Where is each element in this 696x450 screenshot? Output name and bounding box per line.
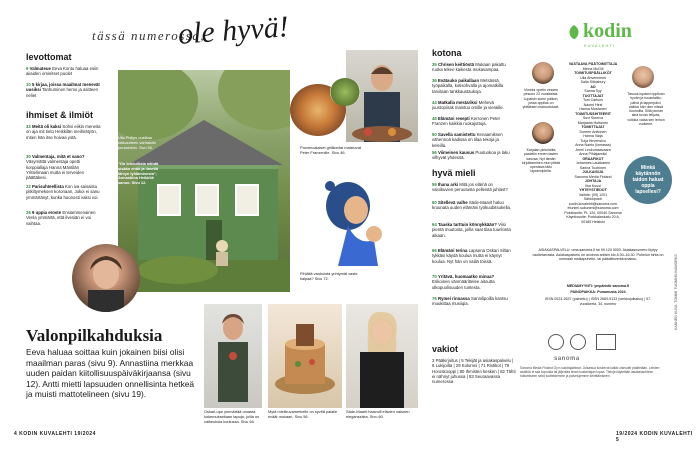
cta-circle [624, 156, 672, 204]
item-title: Matkalla mestariksi [437, 100, 478, 105]
item-title: 9 uppia eroste [31, 210, 62, 215]
photo-sade-maarit [346, 304, 418, 408]
staff-name: Marjaana Huttunen [577, 120, 609, 125]
item-desc: Kerronen Peter Franzen kaikkia ruokajuttuja. [432, 116, 501, 127]
page-number: 26 [26, 210, 31, 215]
toc-item [432, 116, 512, 127]
sanoma-logo: sanoma [554, 356, 580, 362]
item-desc: Mehevä juustopiirak maistuu omille ja vieraille. [432, 100, 504, 111]
staff-name: Johannes Laukkanen [575, 161, 611, 165]
item-desc: Metsässä, työpaikalla, kotisohvalla ja ajomatkilla tarvitaan tankkaustaukoja. [432, 78, 504, 94]
item-desc: Väsymättä valmentaja opetti korppiallaja Hanna Mäntilän Yrittelimaan mutta ei terveiden päättäkesi. [26, 159, 85, 181]
staff-name: Jenni Leukumaavaara [575, 147, 611, 152]
staff-name: Anna Nanto (lomassa) [575, 143, 611, 147]
caption-quote: "On lohdullista nähdä sisään ehtiä ja ilmeitä lähiyn lyhtämisesta", Annastiina Heikkilä sanoo. Sivu 12. [118, 161, 159, 186]
item-title: Sitellevä valhe [437, 200, 468, 205]
caption-mielikuva: Mytä mielikuvamerkelle on syvitä palaile eväät mukaan. Sivu 56. [268, 409, 338, 419]
caption-plain: Pihläiiä vanhoista ynhtymät vaste kaipaa? Sivu 72. [300, 271, 358, 281]
staff-name: Käyntiosoite: Porkkalankatu 20 A, 00180 Helsinki [566, 215, 620, 224]
item-desc: Mitä jos elämä on valoikuvien peruutusta pelleistä juhlast? [432, 182, 508, 193]
item-desc: Mukaan pakattu ruoka tekee kaikesta mukavampaa. [432, 62, 506, 73]
media-sales: MEDIAMYYNTI: ympäristö sanoma.fi [566, 284, 630, 288]
page-number: 22 [26, 184, 31, 189]
toc-item [26, 66, 102, 77]
page-number: 56 [432, 150, 437, 155]
toc-item [432, 78, 512, 94]
item-title: Ihana arki [437, 182, 459, 187]
toc-item [26, 184, 102, 200]
toc-item [432, 100, 512, 111]
staff-heading: TOIMITUSSIHTEERIT [575, 111, 611, 116]
vakiot-list: 3 Pääkirjoitus | 5 Tekijät ja asiakaspalvelu | 6 Lukijoilta | 29 Kolumni | 71 Ristikot | 79 Horoskooppi | 80 Ihmisten kesken | 82 Tähti ei nähnyt juhussa | 83 Seuraavassa numerossa [432, 358, 516, 385]
staff-heading: GRAAFIKOT [582, 156, 604, 161]
item-desc: Kenaamiksen vähennoä kadissa on tilaa tekoja ja keleilla. [432, 132, 503, 148]
header-script: ole hyvä! [176, 10, 290, 51]
toc-item [432, 150, 512, 161]
staff-heading: JULKAISIJA [582, 170, 604, 174]
logo-name: kodin [583, 20, 632, 42]
section-title-ihmiset-ilmiot: ihmiset & ilmiöt [26, 110, 94, 120]
page-number: 36 [432, 78, 437, 83]
toc-item [432, 274, 512, 290]
toc-item [432, 132, 512, 148]
page-number: 10 [26, 82, 31, 87]
item-title: Meitä oli kaksi [31, 124, 62, 129]
staff-heading: TUOTTAJAT [582, 93, 604, 98]
page-number: 76 [432, 296, 437, 301]
staff-name: Anna Pihlajamäki [579, 152, 607, 156]
item-title: Valmentaja, mitä et sano? [31, 154, 85, 159]
logo-sub: KUVALEHTI [584, 43, 615, 48]
staff-heading: VASTAAVA PÄÄTOIMITTAJA [568, 62, 618, 66]
item-title: Evätauko paikallaan [437, 78, 480, 83]
staff-name: Tuija Hirvensivu [580, 138, 606, 143]
page-number: 50 [432, 132, 437, 137]
caption-oskari: Oskari-upe ymmärtää omasta kokemukseltaan tapoja, joilla on vaikeuksia koulussa. Sivu 66. [204, 409, 260, 424]
toc-item [26, 210, 102, 226]
avatar-staff-2 [632, 66, 654, 88]
header-intro: tässä numerossa, [92, 28, 206, 43]
page-number: 35 [432, 62, 437, 67]
item-desc: Eeva Kontu haluaa esiin aiiaiden ominitset puolet [26, 66, 99, 77]
footnote: Sanoma Media Finland Oy:n kuluttajatiedot. Julkaisua koskevat kaikki oikeudet pidätetään. Lehden sisältöä ei saa kopioida tai jäljentää ilman kustantajan lupaa. Tietoja käytetään asiakassuhteen hoitamiseen sekä tuotteidemme ja palvelujemme kehittämiseen. [520, 366, 660, 378]
staff-heading: YHTEYSTIEDOT [579, 188, 607, 192]
badge-seal-3 [596, 334, 616, 350]
photo-food-stack [268, 304, 342, 408]
avatar-staff-1 [532, 62, 554, 84]
staff-name: Suvi Sinerva [582, 116, 604, 120]
toc-item [432, 182, 512, 193]
section-title-vakiot: vakiot [432, 344, 459, 354]
staff-name: Hanna Vaija [583, 134, 603, 138]
caption-provencale: Provencalaiset grillikertat maistuvat Peter Franzenille. Sivu 46. [300, 145, 361, 155]
staff-name: Sanoma Media Finland [574, 174, 612, 179]
staff-heading: TOIMITTAJAT [581, 125, 605, 129]
toc-item [432, 200, 512, 211]
section-title-hyva-mieli: hyvä mieli [432, 168, 476, 178]
toc-item [432, 62, 512, 73]
staff-heading: JOHTAJA [584, 179, 602, 183]
toc-item [432, 296, 512, 307]
staff-heading: AD [590, 84, 596, 89]
item-title: Parisuhteellista [31, 184, 64, 189]
printing-house: PAINOPAIKKA: Punamusta 2024 [570, 290, 626, 294]
page-number: 64 [432, 222, 437, 227]
customer-service: ASIAKASPALVELU: oma.sanoma.fi tai 09 120 5000. Asiakasnumero löytyy osoitetarrasta. Asiakaspalvelu on avoinna arkisin klo 8.30–16.30. Puhelun hinta on normaali matkapuhelin- tai paikallisverkkomaksu. [532, 248, 664, 261]
page-number: 59 [432, 182, 437, 187]
item-title: Viimeinen kausus [437, 150, 475, 155]
page-number: 46 [432, 116, 437, 121]
staff-name: Toni Carlson [583, 98, 603, 102]
section-title-levottomat: levottomat [26, 52, 72, 62]
staff-list [562, 62, 624, 224]
avatar-staff-3 [532, 122, 554, 144]
caption-sade: Säde-Maarit haavolli elävien naiseen eleganssista. Sivu 60. [346, 409, 410, 419]
badge-seal-2 [570, 334, 586, 350]
staff-heading: TOIMITUSPÄÄLLIKÖT [574, 71, 612, 75]
cover-credit: KANNEN KUVA: TOMMI TUOMI/KUVAWORKS [674, 254, 678, 330]
page-number: 30 [26, 154, 31, 159]
caption-ulla: Ulla Philips ousittaa rakkautteen varhaisiin puutaloihin. Sivu 50. [118, 135, 156, 150]
item-desc: Lapsena Oskari Siltan tykkäsi käydä koulua mutta ei käynyt koulua. Nyt hän on vaiilä töissä. [432, 248, 511, 264]
staff-name: Sanna Syy [584, 89, 602, 93]
section-title-kotona: kotona [432, 48, 462, 58]
woman-illustration [72, 244, 140, 312]
item-title: 5 kirjaa, joissa maailmat menevät uusiksi [26, 82, 100, 93]
oskari-illustration [204, 304, 262, 408]
toc-item [26, 124, 102, 140]
page-number: 66 [432, 248, 437, 253]
illustration-blue-woman [318, 176, 388, 274]
staff-name: Postiosoite: PL 120, 00040 Sanoma [564, 210, 622, 215]
item-title: Chrisen keittiöstä [437, 62, 475, 67]
staff-name: Ilsa Kuusi [585, 183, 601, 188]
staff-name: etunimi.sukunimi@sanoma.com [567, 206, 619, 210]
item-desc: Puutuokoa ja laku vilhyvät yhdessä. [432, 150, 510, 161]
sade-illustration [346, 304, 418, 408]
item-desc: Säde-Maarit haluo kruunata uuden elämäni työkuubitsukella. [432, 200, 512, 211]
page-number: 70 [432, 274, 437, 279]
staff-name: Sanna Tuohinen [579, 165, 607, 170]
staff-name: Vaihde: (09) 1201 [578, 192, 608, 197]
feature-title: Valonpilkahduksia [26, 326, 163, 345]
toc-item [26, 154, 102, 180]
blue-woman-illustration [318, 176, 388, 274]
caption-staff-left-top: Vimeks opetin vessen pesuun 22 vuositaisia. Lupaisin sumn paikon, jossa oppilas on yldtäksen mahuutukset. [522, 88, 560, 110]
page-number: 32 [26, 124, 31, 129]
item-title: Savella samistettu [437, 132, 476, 137]
page-number: 9 [26, 66, 29, 71]
leaf-icon [568, 25, 580, 39]
toc-item [26, 82, 102, 98]
page-number: 60 [432, 200, 437, 205]
badge-seal-1 [548, 334, 564, 350]
issn-info: ISSN 0023-2637 (painettu) | ISSN 2669-9133 (verkkojulkaisu) | 57. vuosikerta, 34. numero [544, 297, 652, 306]
staff-name: Saila Siitosbury [580, 80, 606, 84]
item-desc: Sannilipoilla kantsu muukittaa musiiqia. [432, 296, 508, 307]
caption-staff-right-top: Tasuus ispaani oppilvan hyvän ja ruuanlaitto- päivä ja lapperpäivi, vaikka hän olen niissä huonoilla. Sillä pinnan aina tuvan lelijuss, voiloka vaiaa sen lemon vuokeen. [627, 92, 665, 127]
item-desc: Kun iva saisaitsu pitkiltymeksen koronaan, Jukoi ei sanu ymmärtänyt, kunka huonosti vaksi voi. [26, 184, 100, 200]
cta-text: Minkä käytännön taidon haluat oppia lapsellesi? [632, 165, 664, 195]
caption-staff-left-bottom: Karjalan-pirkolaiita pastellin ennen tasten kasvaa. Nyt tämän kirjoittaminen mun pittää opentava taito lapsernipirilla. [522, 148, 560, 174]
toc-item [432, 248, 512, 264]
page-number: 44 [432, 100, 437, 105]
staff-name: Minna McGill [582, 66, 604, 71]
photo-woman-circle [72, 244, 140, 312]
footer-left: 4 KODIN KUVALEHTI 19/2024 [14, 431, 96, 437]
item-title: Rymei rinnassa [437, 296, 470, 301]
toc-item [432, 222, 512, 238]
staff-name: Doreen Anttonen [579, 129, 607, 134]
item-title: Elämäni terina [437, 248, 468, 253]
item-desc: Sohvi eiikin meneita on aja mit tieto Heikkilän meilmätyön, miten hän itse hoivaa ystä. [26, 124, 101, 140]
staff-name: Hanna Mustonen [579, 107, 607, 111]
staff-name: Ulla Ahvenniemi [580, 75, 606, 80]
staff-name: Sähköposti: kodin.kuvalehti@sanoma.com [569, 197, 617, 206]
item-title: Valmateue [29, 66, 51, 71]
item-desc: Ensiammenainen Venla ymmärtä, että ilvesiän ei voi vaihtaa. [26, 210, 96, 226]
item-title: Elämäni resepti [437, 116, 470, 121]
item-desc: Tanhuminen hemo ja asitteen neliet [26, 87, 99, 98]
photo-food-side [330, 78, 360, 106]
feature-body: Eeva haluaa soittaa kuin jokainen biisi olisi maailman paras (sivu 9). Annastiina merkkaa uuden paidan kiitollisuuspäiväkirjaansa (sivu 12). Antti mietti lapsuuden onnellisinta hetkeä ja muisti mattotelineen (sivu 19). [26, 347, 195, 400]
item-desc: Erikoinen vänmäärittelee aitoutta ulkopuolisuuden tuntesta. [432, 279, 495, 290]
item-title: Yritävä, huomaatko minua? [437, 274, 495, 279]
kodin-logo [568, 20, 648, 48]
staff-name: Naomi Hirst [583, 102, 603, 107]
footer-right: 19/2024 KODIN KUVALEHTI 5 [616, 431, 693, 443]
item-desc: Viisi pientä muutosta, joilla saat tilaa tuurilonta aikaan. [432, 222, 511, 238]
item-title: Taaska tarttuin könnykkään? [437, 222, 497, 227]
food-stack-illustration [268, 304, 342, 408]
photo-oskari [204, 304, 262, 408]
